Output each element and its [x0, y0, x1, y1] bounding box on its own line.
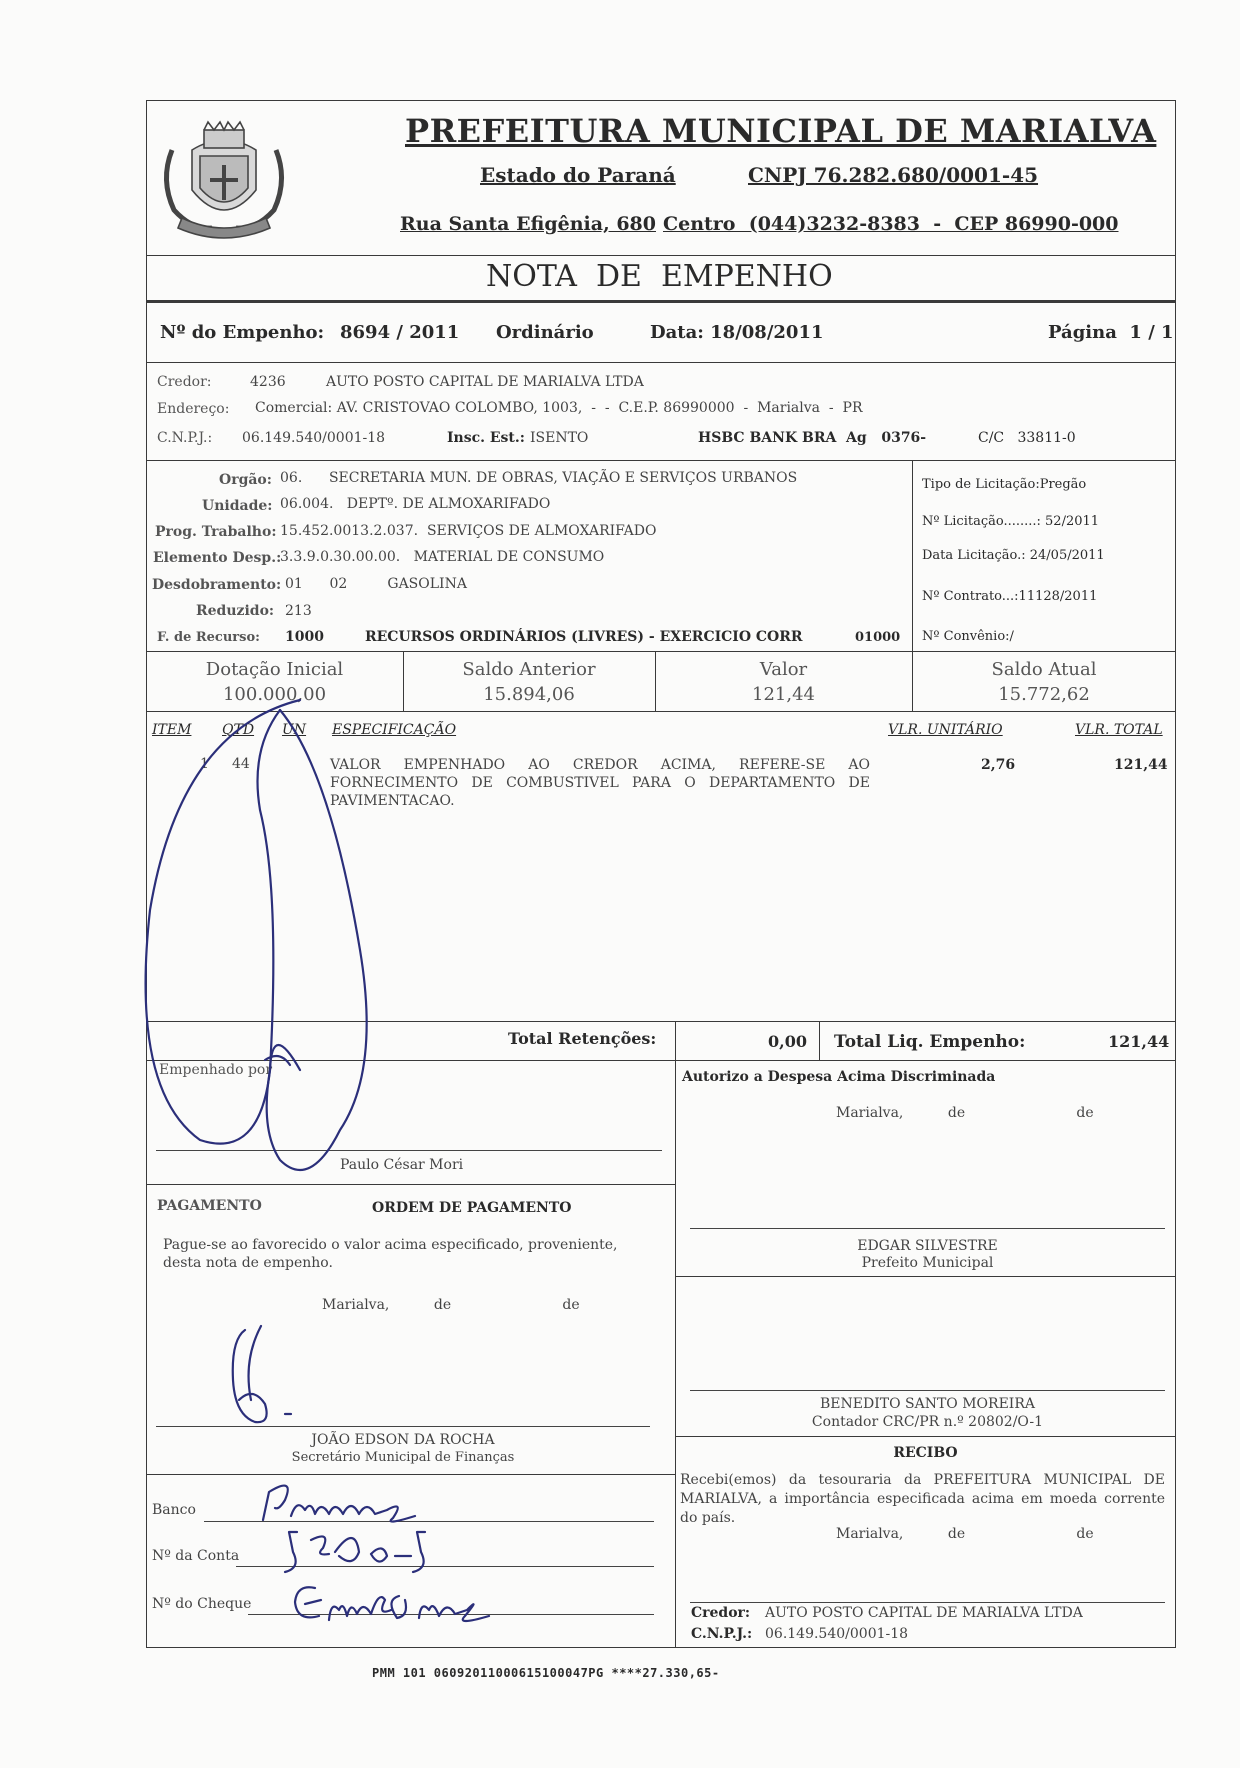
credor-insc-label: Insc. Est.:	[447, 430, 525, 446]
header-district-phone: Centro (044)3232-8383 - CEP 86990-000	[663, 213, 1119, 235]
item-qtd: 44	[232, 756, 250, 772]
empenho-date: Data: 18/08/2011	[650, 322, 824, 343]
unidade-value: 06.004. DEPTº. DE ALMOXARIFADO	[280, 496, 551, 512]
recurso-num: 01000	[855, 630, 901, 645]
licitacao-data: Data Licitação.: 24/05/2011	[922, 548, 1105, 563]
saldo-atual-value: 15.772,62	[998, 684, 1090, 705]
credor-label: Credor:	[157, 374, 212, 390]
elemento-label: Elemento Desp.:	[153, 550, 282, 566]
signature-line	[690, 1602, 1165, 1603]
recibo-cnpj: 06.149.540/0001-18	[765, 1626, 909, 1642]
retencoes-value: 0,00	[768, 1032, 807, 1051]
prefeito-name: EDGAR SILVESTRE	[857, 1238, 998, 1254]
orgao-label: Orgão:	[219, 472, 272, 488]
pagamento-place: Marialva, de de	[322, 1297, 580, 1313]
recibo-text: Recebi(emos) da tesouraria da PREFEITURA MUNICIPAL DE MARIALVA, a importância especificada acima em moeda corrente do país.	[680, 1472, 1165, 1526]
header-state: Estado do Paraná	[480, 163, 676, 187]
credor-name: AUTO POSTO CAPITAL DE MARIALVA LTDA	[326, 374, 644, 390]
credor-code: 4236	[250, 374, 286, 390]
conta-label: Nº da Conta	[152, 1548, 240, 1564]
licitacao-contrato: Nº Contrato...:11128/2011	[922, 589, 1098, 604]
divider	[146, 460, 1176, 461]
cheque-handwritten	[285, 1570, 495, 1630]
col-unit-value: VLR. UNITÁRIO	[888, 722, 1003, 738]
divider	[146, 362, 1176, 363]
pagamento-text: Pague-se ao favorecido o valor acima especificado, proveniente, desta nota de empenho.	[163, 1237, 618, 1271]
unidade-label: Unidade:	[202, 498, 273, 514]
valor-label: Valor	[759, 659, 808, 680]
recurso-label: F. de Recurso:	[157, 630, 260, 645]
divider	[675, 1276, 1176, 1277]
saldo-anterior-label: Saldo Anterior	[462, 659, 596, 680]
dotacao-label: Dotação Inicial	[205, 659, 344, 680]
credor-insc: ISENTO	[530, 430, 589, 446]
credor-address: Comercial: AV. CRISTOVAO COLOMBO, 1003, - - C.E.P. 86990000 - Marialva - PR	[255, 400, 863, 416]
licitacao-numero: Nº Licitação........: 52/2011	[922, 514, 1100, 529]
orgao-value: 06. SECRETARIA MUN. DE OBRAS, VIAÇÃO E SERVIÇOS URBANOS	[280, 470, 798, 486]
liq-label: Total Liq. Empenho:	[834, 1032, 1026, 1052]
col-total-value: VLR. TOTAL	[1075, 722, 1163, 738]
recurso-code: 1000	[285, 629, 324, 645]
divider	[146, 651, 1176, 652]
recurso-name: RECURSOS ORDINÁRIOS (LIVRES) - EXERCICIO CORR	[365, 629, 803, 645]
header-title: PREFEITURA MUNICIPAL DE MARIALVA	[405, 112, 1157, 150]
desdob-label: Desdobramento:	[152, 577, 282, 593]
col-spec: ESPECIFICAÇÃO	[332, 722, 457, 738]
pagamento-label: PAGAMENTO	[157, 1198, 262, 1214]
saldo-anterior-value: 15.894,06	[483, 684, 575, 705]
licitacao-convenio: Nº Convênio:/	[922, 629, 1014, 644]
recibo-cnpj-label: C.N.P.J.:	[691, 1626, 753, 1642]
divider	[146, 255, 1176, 256]
col-qtd: QTD	[222, 722, 255, 738]
col-un: UN	[282, 722, 307, 738]
divider	[819, 1021, 820, 1060]
signature-line	[690, 1390, 1165, 1391]
prog-value: 15.452.0013.2.037. SERVIÇOS DE ALMOXARIFADO	[280, 523, 657, 539]
footer-code: PMM 101 06092011000615100047PG ****27.330,65-	[372, 1666, 720, 1680]
credor-account: C/C 33811-0	[978, 430, 1076, 446]
dotacao-value: 100.000,00	[222, 684, 327, 705]
divider	[675, 1436, 1176, 1437]
recibo-label: RECIBO	[893, 1445, 958, 1461]
licitacao-tipo: Tipo de Licitação:Pregão	[922, 477, 1087, 492]
prefeito-role: Prefeito Municipal	[861, 1255, 994, 1271]
recibo-place: Marialva, de de	[836, 1526, 1094, 1542]
divider	[146, 300, 1176, 303]
empenho-label: Nº do Empenho:	[160, 322, 325, 343]
signature-line	[690, 1228, 1165, 1229]
header-cnpj: CNPJ 76.282.680/0001-45	[748, 163, 1039, 187]
divider	[675, 1060, 676, 1648]
desdob-value: 01 02 GASOLINA	[285, 576, 467, 592]
empenhado-name: Paulo César Mori	[340, 1157, 464, 1173]
divider	[912, 460, 913, 651]
empenhado-label: Empenhado por	[159, 1062, 273, 1078]
autorizo-label: Autorizo a Despesa Acima Discriminada	[682, 1069, 996, 1085]
contador-role: Contador CRC/PR n.º 20802/O-1	[811, 1414, 1044, 1430]
empenho-type: Ordinário	[496, 322, 594, 343]
credor-bank: HSBC BANK BRA Ag 0376-	[698, 430, 927, 446]
item-spec: VALOR EMPENHADO AO CREDOR ACIMA, REFERE-SE AO FORNECIMENTO DE COMBUSTIVEL PARA O DEPARTAMENTO DE PAVIMENTACAO.	[330, 757, 870, 809]
empenho-number: 8694 / 2011	[340, 322, 460, 343]
reduzido-label: Reduzido:	[196, 603, 275, 619]
credor-address-label: Endereço:	[157, 401, 230, 417]
contador-name: BENEDITO SANTO MOREIRA	[820, 1396, 1035, 1412]
divider	[675, 1021, 676, 1060]
prog-label: Prog. Trabalho:	[155, 524, 277, 540]
reduzido-value: 213	[285, 603, 312, 619]
credor-cnpj: 06.149.540/0001-18	[242, 430, 386, 446]
banco-handwritten	[255, 1470, 455, 1530]
saldo-atual-label: Saldo Atual	[991, 659, 1097, 680]
credor-cnpj-label: C.N.P.J.:	[157, 430, 213, 446]
recibo-credor: AUTO POSTO CAPITAL DE MARIALVA LTDA	[765, 1605, 1083, 1621]
doc-title: NOTA DE EMPENHO	[486, 259, 833, 294]
item-unit-value: 2,76	[981, 757, 1016, 773]
signature-pagamento	[225, 1320, 315, 1440]
autorizo-place: Marialva, de de	[836, 1105, 1094, 1121]
empenho-page: Página 1 / 1	[1048, 322, 1174, 343]
pagamento-signer: JOÃO EDSON DA ROCHA	[311, 1432, 495, 1448]
item-total-value: 121,44	[1114, 757, 1168, 773]
ordem-label: ORDEM DE PAGAMENTO	[372, 1200, 572, 1216]
header-address: Rua Santa Efigênia, 680	[400, 213, 656, 235]
banco-label: Banco	[152, 1502, 196, 1518]
col-item: ITEM	[152, 722, 192, 738]
signature-empenhado	[140, 690, 440, 1200]
coat-of-arms	[152, 110, 296, 250]
pagamento-signer-role: Secretário Municipal de Finanças	[291, 1450, 515, 1465]
retencoes-label: Total Retenções:	[508, 1029, 657, 1048]
item-number: 1	[200, 756, 209, 772]
valor-value: 121,44	[752, 684, 815, 705]
cheque-label: Nº do Cheque	[152, 1596, 252, 1612]
liq-value: 121,44	[1108, 1032, 1170, 1051]
recibo-credor-label: Credor:	[691, 1605, 751, 1621]
elemento-value: 3.3.9.0.30.00.00. MATERIAL DE CONSUMO	[280, 549, 605, 565]
